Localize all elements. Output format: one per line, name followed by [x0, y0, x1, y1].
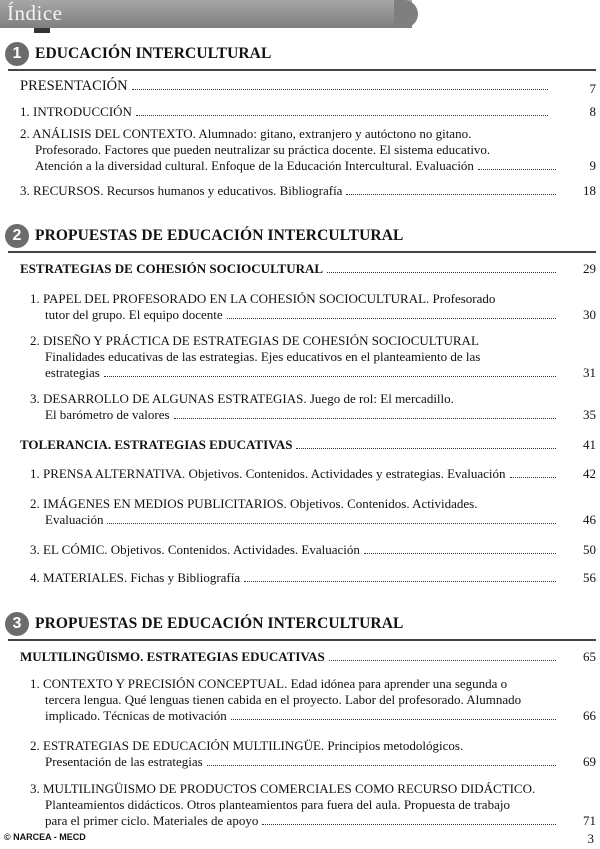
- dot-leader: [329, 660, 556, 661]
- toc-page-number: 30: [583, 307, 596, 322]
- section-number-badge: 3: [5, 612, 29, 636]
- toc-entry-text: 2. ESTRATEGIAS DE EDUCACIÓN MULTILINGÜE. Principios metodológicos.: [30, 738, 464, 753]
- toc-entry-text: Evaluación: [45, 512, 104, 527]
- toc-entry[interactable]: [30, 542, 560, 558]
- dot-leader: [346, 194, 556, 195]
- toc-page-number: 7: [589, 81, 596, 96]
- toc-entry-text: Planteamientos didácticos. Otros planteamientos para fuera del aula. Propuesta de trabajo: [45, 797, 510, 812]
- toc-entry-text: 1. PAPEL DEL PROFESORADO EN LA COHESIÓN SOCIOCULTURAL. Profesorado: [30, 291, 496, 306]
- toc-entry[interactable]: [20, 78, 552, 94]
- toc-page-number: 18: [583, 183, 596, 198]
- dot-leader: [296, 448, 556, 449]
- toc-entry-text: 2. IMÁGENES EN MEDIOS PUBLICITARIOS. Objetivos. Contenidos. Actividades.: [30, 496, 478, 511]
- toc-entry[interactable]: [30, 781, 570, 829]
- toc-entry-text: TOLERANCIA. ESTRATEGIAS EDUCATIVAS: [20, 437, 293, 452]
- toc-page-number: 69: [583, 754, 596, 769]
- section-divider: [8, 251, 596, 253]
- toc-entry-text: Finalidades educativas de las estrategias. Ejes educativos en el planteamiento de las: [45, 349, 481, 364]
- toc-page-number: 29: [583, 261, 596, 276]
- dot-leader: [104, 376, 556, 377]
- toc-page-number: 56: [583, 570, 596, 585]
- header-accent: [34, 28, 50, 33]
- toc-entry-text: Atención a la diversidad cultural. Enfoque de la Educación Intercultural. Evaluación: [35, 158, 474, 173]
- dot-leader: [510, 477, 556, 478]
- dot-leader: [136, 115, 548, 116]
- toc-entry-text: MULTILINGÜISMO. ESTRATEGIAS EDUCATIVAS: [20, 649, 325, 664]
- toc-entry-text: tutor del grupo. El equipo docente: [45, 307, 223, 322]
- index-title: Índice: [7, 1, 63, 25]
- section-divider: [8, 639, 596, 641]
- toc-page-number: 31: [583, 365, 596, 380]
- toc-entry-text: PRESENTACIÓN: [20, 78, 128, 94]
- header-band-end: [394, 0, 418, 28]
- toc-page-number: 35: [583, 407, 596, 422]
- dot-leader: [244, 581, 556, 582]
- toc-entry-text: 3. DESARROLLO DE ALGUNAS ESTRATEGIAS. Juego de rol: El mercadillo.: [30, 391, 454, 406]
- toc-entry-text: 3. EL CÓMIC. Objetivos. Contenidos. Actividades. Evaluación: [30, 542, 360, 557]
- dot-leader: [132, 89, 548, 90]
- section-title: PROPUESTAS DE EDUCACIÓN INTERCULTURAL: [35, 615, 404, 632]
- dot-leader: [262, 824, 556, 825]
- section-divider: [8, 69, 596, 71]
- section-title: PROPUESTAS DE EDUCACIÓN INTERCULTURAL: [35, 227, 404, 244]
- toc-entry-text: 2. ANÁLISIS DEL CONTEXTO. Alumnado: gitano, extranjero y autóctono no gitano.: [20, 126, 472, 141]
- toc-page-number: 9: [589, 158, 596, 173]
- toc-page-number: 8: [589, 104, 596, 119]
- dot-leader: [207, 765, 556, 766]
- toc-entry-text: tercera lengua. Qué lenguas tienen cabida en el proyecto. Labor del profesorado. Alumnado: [45, 692, 522, 707]
- section-number-badge: 2: [5, 224, 29, 248]
- toc-entry[interactable]: [30, 738, 560, 770]
- toc-entry-text: Presentación de las estrategias: [45, 754, 203, 769]
- toc-entry-text: para el primer ciclo. Materiales de apoyo: [45, 813, 259, 828]
- toc-entry-text: 1. CONTEXTO Y PRECISIÓN CONCEPTUAL. Edad idónea para aprender una segunda o: [30, 676, 508, 691]
- toc-page-number: 46: [583, 512, 596, 527]
- toc-entry-text: ESTRATEGIAS DE COHESIÓN SOCIOCULTURAL: [20, 261, 324, 276]
- section-title: EDUCACIÓN INTERCULTURAL: [35, 45, 272, 62]
- toc-entry[interactable]: [30, 291, 560, 323]
- toc-page-number: 65: [583, 649, 596, 664]
- toc-entry-text: El barómetro de valores: [45, 407, 170, 422]
- toc-entry-text: 1. PRENSA ALTERNATIVA. Objetivos. Contenidos. Actividades y estrategias. Evaluación: [30, 466, 506, 481]
- toc-entry[interactable]: [30, 466, 560, 482]
- dot-leader: [478, 169, 556, 170]
- toc-page-number: 41: [583, 437, 596, 452]
- toc-entry-text: Profesorado. Factores que pueden neutralizar su práctica docente. El sistema educativo.: [35, 142, 491, 157]
- page-number: 3: [587, 831, 594, 846]
- toc-entry-text: 3. RECURSOS. Recursos humanos y educativos. Bibliografía: [20, 183, 343, 198]
- toc-entry-text: 2. DISEÑO Y PRÁCTICA DE ESTRATEGIAS DE COHESIÓN SOCIOCULTURAL: [30, 333, 479, 348]
- toc-page-number: 42: [583, 466, 596, 481]
- section-heading-2: [5, 222, 403, 250]
- toc-entry[interactable]: [20, 104, 552, 120]
- toc-page-number: 71: [583, 813, 596, 828]
- toc-entry[interactable]: [30, 333, 560, 381]
- dot-leader: [327, 272, 556, 273]
- toc-entry[interactable]: [30, 676, 560, 724]
- toc-entry[interactable]: [20, 649, 560, 665]
- toc-page-number: 50: [583, 542, 596, 557]
- toc-page-number: 66: [583, 708, 596, 723]
- dot-leader: [174, 418, 556, 419]
- toc-entry-text: implicado. Técnicas de motivación: [45, 708, 227, 723]
- dot-leader: [364, 553, 556, 554]
- toc-entry[interactable]: [30, 496, 560, 528]
- section-heading-3: [5, 610, 403, 638]
- toc-entry-text: 1. INTRODUCCIÓN: [20, 104, 132, 119]
- toc-entry[interactable]: [20, 126, 560, 174]
- toc-entry-text: 4. MATERIALES. Fichas y Bibliografía: [30, 570, 241, 585]
- section-number-badge: 1: [5, 42, 29, 66]
- section-heading-1: [5, 40, 271, 68]
- dot-leader: [227, 318, 556, 319]
- toc-entry[interactable]: [20, 437, 560, 453]
- toc-entry[interactable]: [20, 183, 560, 199]
- toc-entry[interactable]: [30, 570, 560, 586]
- toc-entry[interactable]: [30, 391, 560, 423]
- publisher-credit: © NARCEA - MECD: [4, 832, 86, 842]
- dot-leader: [231, 719, 556, 720]
- dot-leader: [107, 523, 556, 524]
- toc-entry-text: 3. MULTILINGÜISMO DE PRODUCTOS COMERCIALES COMO RECURSO DIDÁCTICO.: [30, 781, 536, 796]
- toc-entry-text: estrategias: [45, 365, 100, 380]
- toc-entry[interactable]: [20, 261, 560, 277]
